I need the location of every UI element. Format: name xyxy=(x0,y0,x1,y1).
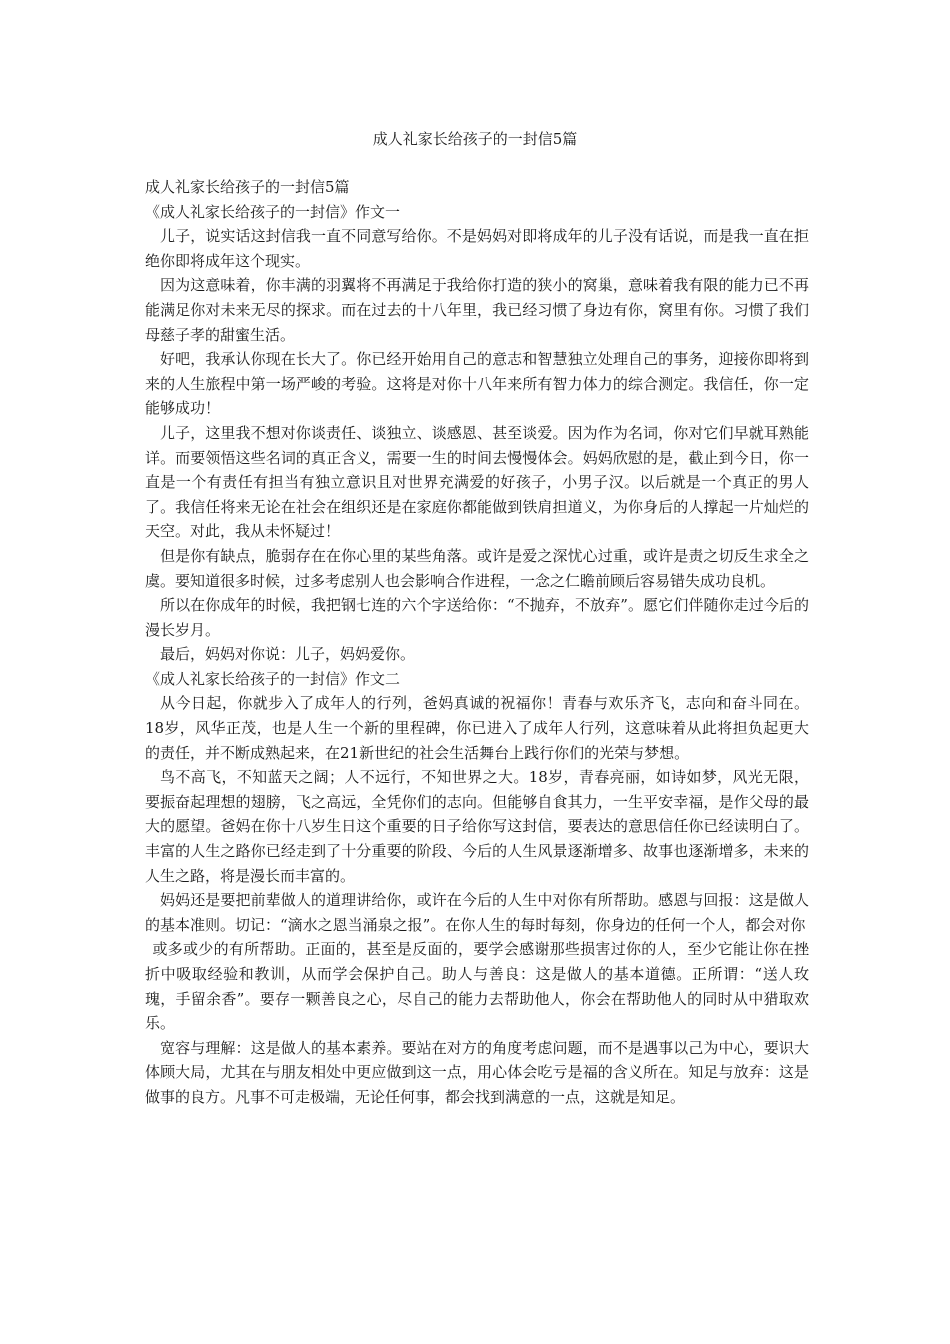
paragraph: 所以在你成年的时候，我把钢七连的六个字送给你：“不抛弃，不放弃”。愿它们伴随你走过今后的漫长岁月。 xyxy=(145,596,809,639)
paragraph: 但是你有缺点，脆弱存在在你心里的某些角落。或许是爱之深忧心过重，或许是责之切反生求全之虞。要知道很多时候，过多考虑别人也会影响合作进程，一念之仁瞻前顾后容易错失成功良机。 xyxy=(145,546,809,590)
document-subtitle: 成人礼家长给孩子的一封信5篇 xyxy=(145,178,350,196)
paragraph: 宽容与理解：这是做人的基本素养。要站在对方的角度考虑问题，而不是遇事以己为中心，要识大体顾大局，尤其在与朋友相处中更应做到这一点，用心体会吃亏是福的含义所在。知足与放弃：这是做事的良方。凡事不可走极端，无论任何事，都会找到满意的一点，这就是知足。 xyxy=(145,1038,809,1106)
paragraph: 鸟不高飞，不知蓝天之阔；人不远行，不知世界之大。18岁，青春亮丽，如诗如梦，风光无限，要振奋起理想的翅膀，飞之高远，全凭你们的志向。但能够自食其力，一生平安幸福，是作父母的最大的愿望。爸妈在你十八岁生日这个重要的日子给你写这封信，要表达的意思信任你已经读明白了。丰富的人生之路你已经走到了十分重要的阶段、今后的人生风景逐渐增多、故事也逐渐增多，未来的人生之路，将是漫长而丰富的。 xyxy=(145,768,809,885)
paragraph-continuation: 或多或少的有所帮助。正面的，甚至是反面的，要学会感谢那些损害过你的人，至少它能让你在挫折中吸取经验和教训，从而学会保护自己。助人与善良：这是做人的基本道德。正所谓：“送人玫瑰，手留余香”。要存一颗善良之心，尽自己的能力去帮助他人，你会在帮助他人的同时从中猎取欢乐。 xyxy=(145,940,809,1033)
page-title: 成人礼家长给孩子的一封信5篇 xyxy=(372,130,578,148)
paragraph: 好吧，我承认你现在长大了。你已经开始用自己的意志和智慧独立处理自己的事务，迎接你即将到来的人生旅程中第一场严峻的考验。这将是对你十八年来所有智力体力的综合测定。我信任，你一定能够成功！ xyxy=(145,350,809,418)
paragraph: 儿子，说实话这封信我一直不同意写给你。不是妈妈对即将成年的儿子没有话说，而是我一直在拒绝你即将成年这个现实。 xyxy=(145,227,809,270)
paragraph: 最后，妈妈对你说：儿子，妈妈爱你。 xyxy=(160,645,416,664)
paragraph: 因为这意味着，你丰满的羽翼将不再满足于我给你打造的狭小的窝巢，意味着我有限的能力已不再能满足你对未来无尽的探求。而在过去的十八年里，我已经习惯了身边有你，窝里有你。习惯了我们母慈子孝的甜蜜生活。 xyxy=(145,276,809,344)
section-heading-1: 《成人礼家长给孩子的一封信》作文一 xyxy=(145,202,401,221)
section-heading-2: 《成人礼家长给孩子的一封信》作文二 xyxy=(145,669,401,688)
document-body xyxy=(145,175,809,1110)
paragraph: 儿子，这里我不想对你谈责任、谈独立、谈感恩、甚至谈爱。因为作为名词，你对它们早就耳熟能详。而要领悟这些名词的真正含义，需要一生的时间去慢慢体会。妈妈欣慰的是，截止到今日，你一直是一个有责任有担当有独立意识且对世界充满爱的好孩子，小男子汉。以后就是一个真正的男人了。我信任将来无论在社会在组织还是在家庭你都能做到铁肩担道义，为你身后的人撑起一片灿烂的天空。对此，我从未怀疑过！ xyxy=(145,423,809,541)
paragraph: 妈妈还是要把前辈做人的道理讲给你，或许在今后的人生中对你有所帮助。感恩与回报：这是做人的基本准则。切记：“滴水之恩当涌泉之报”。在你人生的每时每刻，你身边的任何一个人，都会对你 xyxy=(145,891,809,934)
paragraph: 从今日起，你就步入了成年人的行列，爸妈真诚的祝福你！青春与欢乐齐飞，志向和奋斗同在。18岁，风华正茂，也是人生一个新的里程碑，你已进入了成年人行列，这意味着从此将担负起更大的责任，并不断成熟起来，在21新世纪的社会生活舞台上践行你们的光荣与梦想。 xyxy=(145,694,809,762)
